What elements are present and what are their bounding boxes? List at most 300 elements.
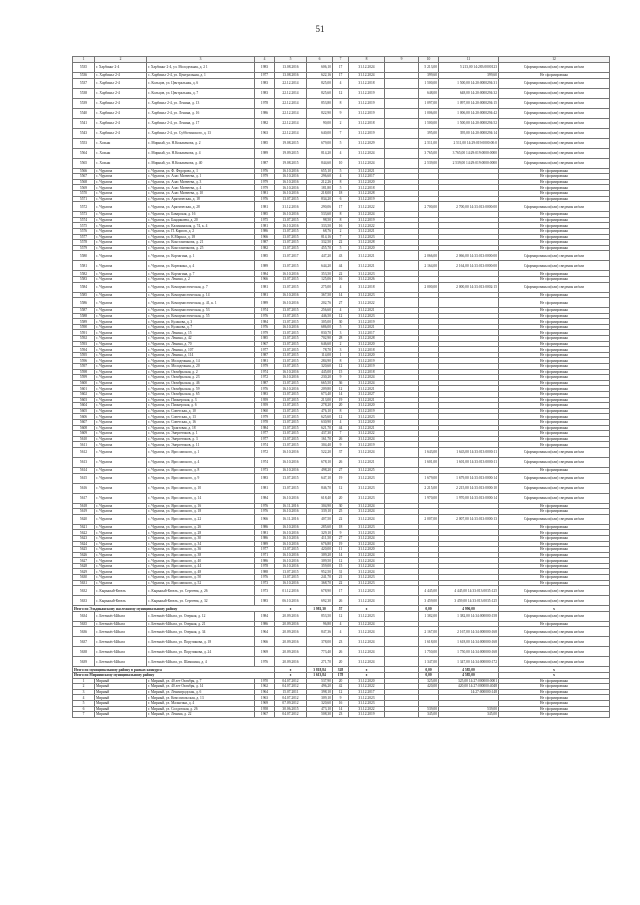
table-cell: с. Чурапча, ул. Ярославского, д. 34	[147, 541, 255, 547]
summary-cell: 0,00	[419, 606, 439, 612]
cell-area-value: 1 750,00	[457, 649, 470, 654]
table-cell: 31.12.2019	[349, 128, 385, 138]
table-cell: 1977	[255, 436, 275, 442]
table-cell: 1986	[255, 524, 275, 530]
table-cell: 31.12.2017	[349, 330, 385, 336]
table-cell: 13.07.2015	[275, 358, 307, 364]
table-cell: с. Чурапча	[95, 292, 147, 298]
table-cell: 5600	[73, 380, 95, 386]
table-cell: 5603	[73, 397, 95, 403]
table-cell	[385, 611, 419, 621]
table-cell: 952,50	[307, 569, 333, 575]
table-cell	[439, 712, 499, 718]
table-cell: 655,10	[307, 168, 333, 174]
table-cell: 2	[333, 118, 349, 128]
summary-cell: х	[275, 667, 307, 673]
table-cell: 20.09.2016	[275, 621, 307, 627]
table-cell: с. Чурапча, ул. Арктическая, д. 28	[147, 202, 255, 212]
table-cell: с. Чурапча, ул. Кулакова, д. 7	[147, 324, 255, 330]
table-cell: 16.10.2016	[275, 493, 307, 503]
table-cell: 16.10.2016	[275, 292, 307, 298]
cell-cadastral-number: 14:33:013:0000:14	[468, 495, 497, 500]
table-cell: Сформированы и(или) сведения не/или	[499, 148, 610, 158]
table-cell: 692,30	[307, 596, 333, 606]
table-cell: 12	[333, 313, 349, 319]
table-cell: 1979	[255, 364, 275, 370]
table-cell: с. Чурапча, ул. Ярославского, д. 40	[147, 558, 255, 564]
table-cell: 1986	[255, 228, 275, 234]
table-cell: 16.10.2016	[275, 179, 307, 185]
table-cell: 1974	[255, 457, 275, 467]
table-cell: с. Чурапча	[95, 330, 147, 336]
cell-cadastral-number: 14:27:000000:0001	[467, 678, 497, 683]
table-cell: г. Мирный, ул. 40 лет Октября, д. 7	[147, 678, 255, 684]
table-cell: 648,00	[419, 88, 439, 98]
table-cell: 5593	[73, 341, 95, 347]
cell-area-value: 1 382,00	[457, 614, 470, 619]
table-cell: 181,80	[307, 185, 333, 191]
cell-area-value: 1 097,00	[457, 101, 470, 106]
table-cell: Сформированы и(или) сведения не/или	[499, 493, 610, 503]
cell-area-value: 1 006,00	[457, 111, 470, 116]
table-cell: 1967	[255, 712, 275, 718]
summary-label: Итого по Эльдиканскому наслежному муниципальному району	[73, 606, 275, 612]
table-cell: 5583	[73, 276, 95, 282]
table-cell: 333,50	[307, 223, 333, 229]
table-cell: 395,00	[419, 128, 439, 138]
table-cell: с. Чурапча	[95, 313, 147, 319]
table-cell: с. Мирный, ул. Н.Кожакенова, д. 2	[147, 138, 255, 148]
table-cell: 285,60	[307, 524, 333, 530]
table-cell: 5576	[73, 228, 95, 234]
table-cell: 31.12.2023	[349, 530, 385, 536]
table-cell	[385, 108, 419, 118]
table-cell: 31.12.2023	[349, 473, 385, 483]
table-cell: 31.12.2018	[349, 118, 385, 128]
table-cell: Не сформированы	[499, 689, 610, 695]
table-cell: г. Мирный, ул. Малыгина, д. 4	[147, 701, 255, 707]
table-cell: с. Чурапча, ул. Алас Матвеева, д. 4	[147, 185, 255, 191]
table-cell: Не сформированы	[499, 358, 610, 364]
table-cell: 1 750,00	[419, 647, 439, 657]
table-cell: с. Чурапча, ул. Коммунистическая, д. 7	[147, 282, 255, 292]
table-row	[73, 148, 610, 158]
table-cell: 476,10	[307, 408, 333, 414]
table-cell: 1976	[255, 313, 275, 319]
table-cell: 16	[333, 223, 349, 229]
table-cell: 5580	[73, 251, 95, 261]
table-cell: 1960	[255, 408, 275, 414]
table-cell: 5625	[73, 547, 95, 553]
table-cell	[385, 637, 419, 647]
cell-area-value: 539,00	[487, 706, 497, 711]
table-cell: с. Хохьяк	[95, 138, 147, 148]
table-cell: с. Чурапча	[95, 386, 147, 392]
table-cell: с. Чурапча, ул. Советская, д. 13	[147, 414, 255, 420]
table-cell: 31.12.2019	[349, 98, 385, 108]
table-cell: 647,10	[307, 473, 333, 483]
table-cell: 01.12.2016	[275, 586, 307, 596]
table-cell: 31.12.2029	[349, 138, 385, 148]
table-cell: 31.12.2024	[349, 375, 385, 381]
table-cell	[439, 596, 499, 606]
table-cell: 13.07.2015	[275, 419, 307, 425]
table-row	[73, 118, 610, 128]
table-cell: 12	[333, 558, 349, 564]
table-cell: 22	[333, 514, 349, 524]
table-cell: 1984	[255, 611, 275, 621]
table-cell: 1958	[255, 706, 275, 712]
table-cell: с. Чурапча	[95, 414, 147, 420]
table-cell: 522,20	[307, 447, 333, 457]
table-cell: Сформированы и(или) сведения не/или	[499, 108, 610, 118]
table-cell: 13.07.2015	[275, 313, 307, 319]
table-cell: 22.12.2014	[275, 88, 307, 98]
table-cell: с. Чурапча	[95, 442, 147, 448]
table-cell: Не сформированы	[499, 174, 610, 180]
table-cell: 22.12.2014	[275, 128, 307, 138]
table-cell: с. Кырыкый-Кюель	[95, 596, 147, 606]
table-cell: 5592	[73, 336, 95, 342]
column-header: 4	[255, 57, 275, 63]
table-cell: 16.10.2016	[275, 509, 307, 515]
summary-cell: 1 613,84	[307, 673, 333, 679]
table-cell: Не сформированы	[499, 190, 610, 196]
table-cell: с. Чурапча	[95, 336, 147, 342]
table-cell: 31.12.2020	[349, 678, 385, 684]
table-cell: 5618	[73, 503, 95, 509]
table-cell: 31.12.2022	[349, 223, 385, 229]
table-cell: 1 643,00	[419, 447, 439, 457]
table-cell: с. Чурапча, ул. Ярославского, д. 26	[147, 524, 255, 530]
table-cell: 830,70	[307, 330, 333, 336]
table-cell: 1982	[255, 118, 275, 128]
table-cell: 5579	[73, 245, 95, 251]
table-cell: 78,70	[307, 347, 333, 353]
table-cell	[385, 647, 419, 657]
table-cell: 12	[333, 414, 349, 420]
table-cell: 27	[333, 535, 349, 541]
table-cell: 5607	[73, 419, 95, 425]
table-cell: 16.10.2016	[275, 190, 307, 196]
table-cell: 13.07.2015	[275, 352, 307, 358]
table-cell: Не сформированы	[499, 352, 610, 358]
table-cell: 345,00	[419, 712, 439, 718]
table-cell: 27	[333, 298, 349, 308]
table-cell: 320,60	[307, 364, 333, 370]
table-cell: Не сформированы	[499, 179, 610, 185]
table-cell: 16	[333, 276, 349, 282]
table-cell: 13.07.2015	[275, 569, 307, 575]
table-cell: с. Чурапча, ул. Ленина, д. 107	[147, 347, 255, 353]
cell-cadastral-number: 14:33:013:0000:00	[468, 263, 497, 268]
table-cell: 31.12.2021	[349, 251, 385, 261]
table-cell: 13.07.2015	[275, 442, 307, 448]
table-cell: 1974	[255, 308, 275, 314]
table-cell: Не сформированы	[499, 324, 610, 330]
column-header: 11	[439, 57, 499, 63]
table-cell: 309,50	[307, 558, 333, 564]
table-cell: 31.12.2021	[349, 397, 385, 403]
table-cell: 1979	[255, 174, 275, 180]
table-cell: 455,70	[307, 245, 333, 251]
table-cell	[439, 611, 499, 621]
table-cell: с. Чурапча	[95, 168, 147, 174]
table-cell: 06.10.2016	[275, 596, 307, 606]
table-cell: 5595	[73, 352, 95, 358]
table-cell: 5615	[73, 473, 95, 483]
table-cell: 3 765,00	[419, 148, 439, 158]
table-cell: 31.12.2020	[349, 341, 385, 347]
table-cell: с. Чурапча	[95, 282, 147, 292]
table-cell: 773,40	[307, 647, 333, 657]
table-cell: 1987	[255, 352, 275, 358]
table-cell: 31.12.2028	[349, 240, 385, 246]
table-cell: 31.12.2023	[349, 234, 385, 240]
table-row	[73, 514, 610, 524]
table-cell: 1981	[255, 358, 275, 364]
table-cell: 368,70	[307, 580, 333, 586]
table-cell	[385, 88, 419, 98]
table-cell: 1964	[255, 689, 275, 695]
table-cell: 5584	[73, 282, 95, 292]
table-cell: 31.12.2023	[349, 695, 385, 701]
table-cell: 16.10.2016	[275, 580, 307, 586]
cell-cadastral-number: 14:33:013:0000:13	[468, 517, 497, 522]
table-cell: 1976	[255, 324, 275, 330]
cell-cadastral-number: 14:20:0000294:52	[469, 121, 497, 126]
table-cell: 3	[333, 330, 349, 336]
table-cell: 1 601,00	[419, 457, 439, 467]
summary-cell: 0,00	[419, 667, 439, 673]
table-cell: 5535	[73, 63, 95, 73]
cell-area-value: 1 601,00	[456, 460, 469, 465]
table-cell: 31.12.2018	[349, 369, 385, 375]
table-cell: 5637	[73, 637, 95, 647]
table-cell: 31.12.2022	[349, 684, 385, 690]
table-cell: 20.09.2016	[275, 657, 307, 667]
table-cell: 305,00	[307, 319, 333, 325]
table-cell: Не сформированы	[499, 467, 610, 473]
table-cell: 16.10.2016	[275, 174, 307, 180]
table-cell	[439, 647, 499, 657]
table-cell: 5606	[73, 414, 95, 420]
table-cell: с. Чурапча, ул. Ярославского, д. 48	[147, 569, 255, 575]
table-cell: 1984	[255, 271, 275, 277]
table-cell: Не сформированы	[499, 403, 610, 409]
table-cell: 26	[333, 457, 349, 467]
cell-cadastral-number: 14:33:013:0000:14	[468, 475, 497, 480]
table-cell: Не сформированы	[499, 217, 610, 223]
summary-cell: х	[499, 667, 610, 673]
table-cell: 31.12.2022	[349, 202, 385, 212]
table-cell: 31.12.2023	[349, 483, 385, 493]
table-cell: 15.07.2011	[275, 689, 307, 695]
table-cell: с. Чурапча, ул. Ярославского, д. 8	[147, 467, 255, 473]
table-cell: Не сформированы	[499, 298, 610, 308]
table-cell: 13.07.2015	[275, 347, 307, 353]
table-cell: 31.12.2028	[349, 336, 385, 342]
table-cell: 853,80	[307, 98, 333, 108]
table-cell: с. Чурапча	[95, 185, 147, 191]
table-cell	[439, 483, 499, 493]
table-cell: Не сформированы	[499, 503, 610, 509]
table-cell: 30	[333, 503, 349, 509]
table-cell: 20.09.2016	[275, 647, 307, 657]
table-cell: 5565	[73, 158, 95, 168]
table-cell: 1 500,00	[419, 118, 439, 128]
table-cell: с. Чурапча	[95, 541, 147, 547]
table-cell: Не сформированы	[499, 552, 610, 558]
table-cell: 1 347,00	[419, 657, 439, 667]
table-cell: Не сформированы	[499, 375, 610, 381]
table-cell: Не сформированы	[499, 168, 610, 174]
table-cell: 1981	[255, 190, 275, 196]
table-cell: 1981	[255, 223, 275, 229]
column-header: 5	[275, 57, 307, 63]
table-cell: 31.12.2023	[349, 313, 385, 319]
table-cell: с. Чурапча	[95, 319, 147, 325]
table-cell: 125,06	[307, 276, 333, 282]
table-cell: с. Чурапча	[95, 261, 147, 271]
table-cell: Не сформированы	[499, 436, 610, 442]
table-cell: 31.12.2024	[349, 621, 385, 627]
table-cell: 5628	[73, 563, 95, 569]
table-cell: 5566	[73, 168, 95, 174]
table-cell: 13.07.2015	[275, 403, 307, 409]
cell-cadastral-number: 14:20:0000294:31	[469, 81, 497, 86]
table-cell: с. Чурапча, ул. Коммунистическая, д. 41, к. 1	[147, 298, 255, 308]
table-cell: с. Чурапча	[95, 174, 147, 180]
summary-cell: 3 818,84	[307, 667, 333, 673]
table-cell: 31.12.2019	[349, 358, 385, 364]
table-cell: 5	[333, 185, 349, 191]
table-cell: 1959	[255, 403, 275, 409]
table-cell: 3 459,00	[419, 596, 439, 606]
table-row	[73, 712, 610, 718]
table-cell: 22.12.2014	[275, 108, 307, 118]
table-cell: 1979	[255, 414, 275, 420]
table-cell: 13.07.2015	[275, 261, 307, 271]
table-cell: 1972	[255, 447, 275, 457]
table-cell: 31.12.2024	[349, 657, 385, 667]
table-cell: 26	[333, 436, 349, 442]
table-cell: с. Чурапча, ул. Алас Матвеева, д. 1	[147, 174, 255, 180]
table-cell: с. Чурапча	[95, 408, 147, 414]
cell-area-value: 420,00	[458, 684, 468, 689]
table-cell: Сформированы и(или) сведения не/или	[499, 158, 610, 168]
table-cell: 1976	[255, 657, 275, 667]
table-cell: 13.07.2015	[275, 408, 307, 414]
table-cell: 1976	[255, 509, 275, 515]
table-cell: 5636	[73, 627, 95, 637]
table-cell: с. Бетенкёс-Ыйыга	[95, 637, 147, 647]
table-cell: 3	[333, 347, 349, 353]
table-cell: с. Чурапча, ул. Октябрьская, д. 23	[147, 375, 255, 381]
cell-cadastral-number: 14:27:000000:148	[470, 690, 497, 695]
table-cell: 19	[333, 541, 349, 547]
cell-area-value: 1 618,00	[457, 639, 470, 644]
table-cell: Не сформированы	[499, 408, 610, 414]
table-cell: 8	[333, 179, 349, 185]
cell-area-value: 1 500,00	[457, 121, 470, 126]
table-cell: Не сформированы	[499, 569, 610, 575]
table-cell: с. Чурапча	[95, 347, 147, 353]
column-header: 9	[385, 57, 419, 63]
table-cell: 1981	[255, 530, 275, 536]
table-cell: Сформированы и(или) сведения не/или	[499, 514, 610, 524]
table-cell: 37	[333, 447, 349, 457]
table-row	[73, 128, 610, 138]
table-cell: 12	[333, 483, 349, 493]
table-cell: 31.12.2024	[349, 558, 385, 564]
cell-cadastral-number: 14:20:0000294:15	[469, 101, 497, 106]
table-cell: 5575	[73, 223, 95, 229]
table-cell: 5574	[73, 217, 95, 223]
table-cell: с. Чурапча	[95, 563, 147, 569]
table-cell: Сформированы и(или) сведения не/или	[499, 457, 610, 467]
table-cell: 90,00	[307, 118, 333, 128]
table-cell: 9	[333, 695, 349, 701]
table-cell: 68,76	[307, 228, 333, 234]
table-cell: 04.07.2012	[275, 678, 307, 684]
table-cell: 1986	[255, 558, 275, 564]
table-cell: 1976	[255, 503, 275, 509]
table-cell: 1983	[255, 473, 275, 483]
table-cell: 1 970,00	[419, 493, 439, 503]
table-cell: 309,20	[307, 552, 333, 558]
table-cell: 212,26	[307, 179, 333, 185]
table-cell: с. Чурапча	[95, 457, 147, 467]
table-cell: Не сформированы	[499, 364, 610, 370]
table-cell: 679,00	[307, 138, 333, 148]
cell-cadastral-number: 14:33:013:0035:125	[466, 598, 497, 603]
table-cell: 1973	[255, 586, 275, 596]
table-cell: 31.12.2019	[349, 217, 385, 223]
table-cell: Не сформированы	[499, 530, 610, 536]
table-cell: 31.12.2024	[349, 509, 385, 515]
table-row	[73, 63, 610, 73]
table-cell: 1	[333, 352, 349, 358]
table-cell: с. Чурапча	[95, 397, 147, 403]
cell-cadastral-number: 14:20:0000294:14	[469, 131, 497, 136]
table-cell: 5613	[73, 457, 95, 467]
table-cell: с. Чурапча	[95, 575, 147, 581]
table-cell: 5620	[73, 514, 95, 524]
table-cell: Сформированы и(или) сведения не/или	[499, 63, 610, 73]
table-row	[73, 473, 610, 483]
table-cell: 36	[333, 380, 349, 386]
table-cell: с. Чурапча	[95, 436, 147, 442]
table-cell: 1978	[255, 419, 275, 425]
table-cell: Мирный	[95, 689, 147, 695]
table-cell: 31.12.2020	[349, 352, 385, 358]
table-cell: Мирный	[95, 712, 147, 718]
table-cell: 1977	[255, 547, 275, 553]
table-cell: 625,60	[307, 414, 333, 420]
cell-area-value: 325,00	[458, 678, 468, 683]
table-cell: с. Харбиньг 2-4, ул. Ленина, д. 17	[147, 118, 255, 128]
summary-cell: х	[499, 673, 610, 679]
summary-cell: х	[275, 673, 307, 679]
table-cell: 31.12.2017	[349, 689, 385, 695]
table-cell: 1981	[255, 483, 275, 493]
table-cell: 13.08.2016	[275, 73, 307, 79]
table-cell: 834,20	[307, 196, 333, 202]
table-cell: 1963	[255, 128, 275, 138]
table-cell: 339,10	[307, 509, 333, 515]
table-cell: 26	[333, 647, 349, 657]
